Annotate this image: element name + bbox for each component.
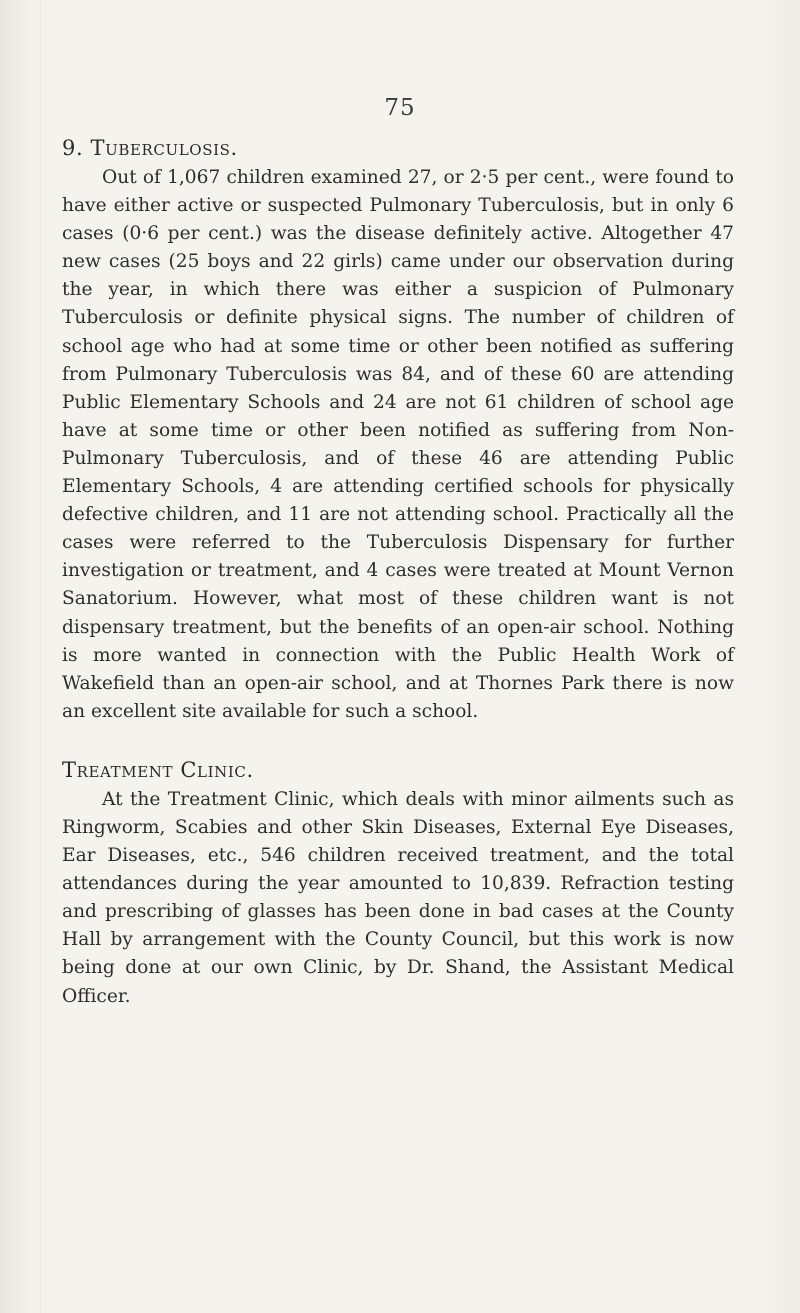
section-body-treatment-clinic: At the Treatment Clinic, which deals with minor ailments such as Ringworm, Scabies and other Skin Diseases, External Eye Diseases, Ear Diseases, etc., 546 children received treatment, and the total attendances during the year amounted to 10,839. Refraction testing and prescribing of glasses has been done in bad cases at the County Hall by arrangement with the County Council, but this work is now being done at our own Clinic, by Dr. Shand, the Assistant Medical Officer.	[62, 788, 734, 1007]
page-gutter	[0, 0, 41, 1313]
page-number: 75	[384, 95, 416, 121]
section-heading-tuberculosis: 9. Tuberculosis.	[62, 136, 238, 160]
section-heading-treatment-clinic: Treatment Clinic.	[62, 757, 254, 782]
section-tuberculosis	[62, 132, 734, 726]
section-body-tuberculosis: Out of 1,067 children examined 27, or 2·5 per cent., were found to have either active or suspected Pulmonary Tuberculosis, but in only 6 cases (0·6 per cent.) was the disease definitely active. Altogether 47 new cases (25 boys and 22 girls) came under our observation during the year, in which there was either a suspicion of Pulmonary Tuberculosis or definite physical signs. The number of children of school age who had at some time or other been notified as suffering from Pulmonary Tuberculosis was 84, and of these 60 are attending Public Elementary Schools and 24 are not 61 children of school age have at some time or other been notified as suffering from Non-Pulmonary Tuberculosis, and of these 46 are attending Public Elementary Schools, 4 are attending certified schools for physically defective children, and 11 are not attending school. Practically all the cases were referred to the Tuberculosis Dispensary for further investigation or treatment, and 4 cases were treated at Mount Vernon Sanatorium. However, what most of these children want is not dispensary treatment, but the benefits of an open-air school. Nothing is more wanted in connection with the Public Health Work of Wakefield than an open-air school, and at Thornes Park there is now an excellent site available for such a school.	[62, 167, 734, 722]
section-treatment-clinic	[62, 754, 734, 1011]
page-content	[62, 132, 734, 1011]
